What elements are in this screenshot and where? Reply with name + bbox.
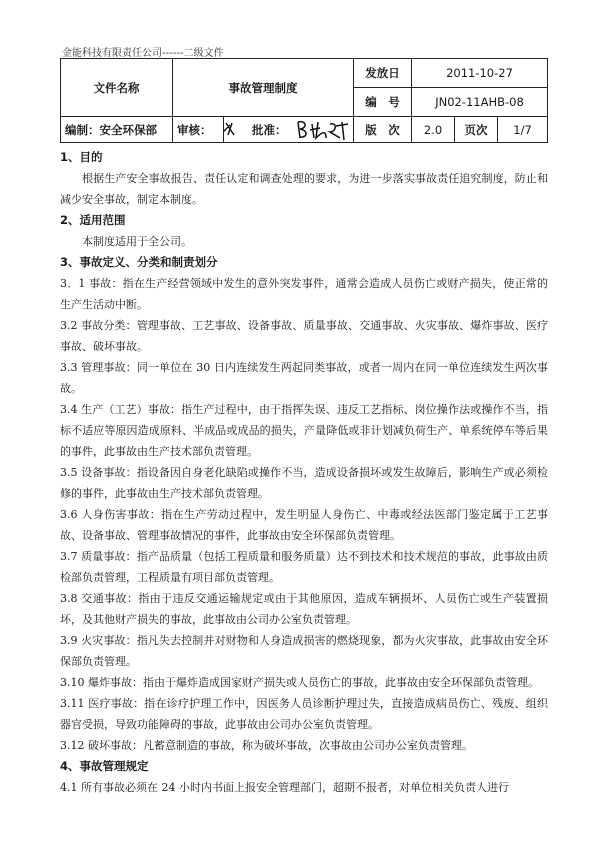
approve-label: 批准：	[252, 123, 287, 137]
compiled-by: 编制：安全环保部	[61, 117, 173, 143]
reviewer-signature-icon	[224, 119, 239, 141]
paragraph-3-1: 3．1 事故：指在生产经营领域中发生的意外突发事件，通常会造成人员伤亡或财产损失，使正常的生产生活动中断。	[60, 277, 548, 311]
release-date-value: 2011-10-27	[412, 59, 548, 88]
section-2-text: 本制度适用于全公司。	[82, 235, 192, 248]
section-2-title: 2、适用范围	[60, 213, 126, 227]
paragraph-3-9: 3.9 火灾事故：指凡失去控制并对财物和人身造成损害的燃烧现象，都为火灾事故，此事故由安全环保部负责管理。	[60, 634, 548, 668]
review-cell	[173, 117, 224, 143]
section-3-title: 3、事故定义、分类和制责划分	[60, 255, 218, 269]
paragraph-3-8: 3.8 交通事故：指由于违反交通运输规定或由于其他原因，造成车辆损坏、人员伤亡或生产装置损坏，及其他财产损失的事故，此事故由公司办公室负责管理。	[60, 592, 548, 626]
file-name-value: 事故管理制度	[173, 59, 354, 117]
paragraph-3-2: 3.2 事故分类：管理事故、工艺事故、设备事故、质量事故、交通事故、火灾事故、爆炸事故、医疗事故、破坏事故。	[60, 319, 548, 353]
page-label: 页次	[455, 117, 498, 143]
paragraph-3-3: 3.3 管理事故：同一单位在 30 日内连续发生两起同类事故，或者一周内在同一单位连续发生两次事故。	[60, 361, 548, 395]
paragraph-4-1: 4.1 所有事故必须在 24 小时内书面上报安全管理部门，超期不报者，对单位相关负责人进行	[60, 781, 509, 794]
company-doc-level: 金能科技有限责任公司------二级文件	[62, 48, 224, 59]
review-label: 审核：	[177, 122, 212, 137]
version-label: 版 次	[354, 117, 412, 143]
paragraph-3-6: 3.6 人身伤害事故：指在生产劳动过程中，发生明显人身伤亡、中毒或经法医部门鉴定属于工艺事故、设备事故、管理事故情况的事件，此事故由安全环保部负责管理。	[60, 508, 548, 542]
file-name-label: 文件名称	[61, 59, 173, 117]
paragraph-3-7: 3.7 质量事故：指产品质量（包括工程质量和服务质量）达不到技术和技术规范的事故，此事故由质检部负责管理，工程质量有项目部负责管理。	[60, 550, 548, 584]
approve-cell	[224, 117, 354, 143]
paragraph-3-10: 3.10 爆炸事故：指由于爆炸造成国家财产损失或人员伤亡的事故，此事故由安全环保部负责管理。	[60, 676, 539, 689]
section-1-text: 根据生产安全事故报告、责任认定和调查处理的要求，为进一步落实事故责任追究制度，防止和减少安全事故，制定本制度。	[60, 172, 548, 206]
document-header-table	[60, 58, 548, 143]
number-label: 编 号	[354, 88, 412, 117]
number-value: JN02-11AHB-08	[412, 88, 548, 117]
approver-signature-icon	[296, 118, 350, 142]
version-value: 2.0	[412, 117, 455, 143]
paragraph-3-11: 3.11 医疗事故：指在诊疗护理工作中，因医务人员诊断护理过失，直接造成病员伤亡、残废、组织器官受损，导致功能障碍的事故，此事故由公司办公室负责管理。	[60, 697, 548, 731]
paragraph-3-12: 3.12 破坏事故：凡蓄意制造的事故，称为破坏事故，次事故由公司办公室负责管理。	[60, 739, 473, 752]
release-date-label: 发放日	[354, 59, 412, 88]
section-1-title: 1、目的	[60, 150, 103, 164]
page-value: 1/7	[498, 117, 548, 143]
paragraph-3-5: 3.5 设备事故：指设备因自身老化缺陷或操作不当，造成设备损坏或发生故障后，影响生产或必须检修的事件，此事故由生产技术部负责管理。	[60, 466, 548, 500]
section-4-title: 4、事故管理规定	[60, 759, 149, 773]
paragraph-3-4: 3.4 生产（工艺）事故：指生产过程中，由于指挥失误、违反工艺指标、岗位操作法或操作不当，指标不适应等原因造成原料、半成品或成品的损失，产量降低或非计划减负荷生产、单系统停车等后果的事件，此事故由生产技术部负责管理。	[60, 403, 548, 458]
document-body	[60, 147, 548, 798]
